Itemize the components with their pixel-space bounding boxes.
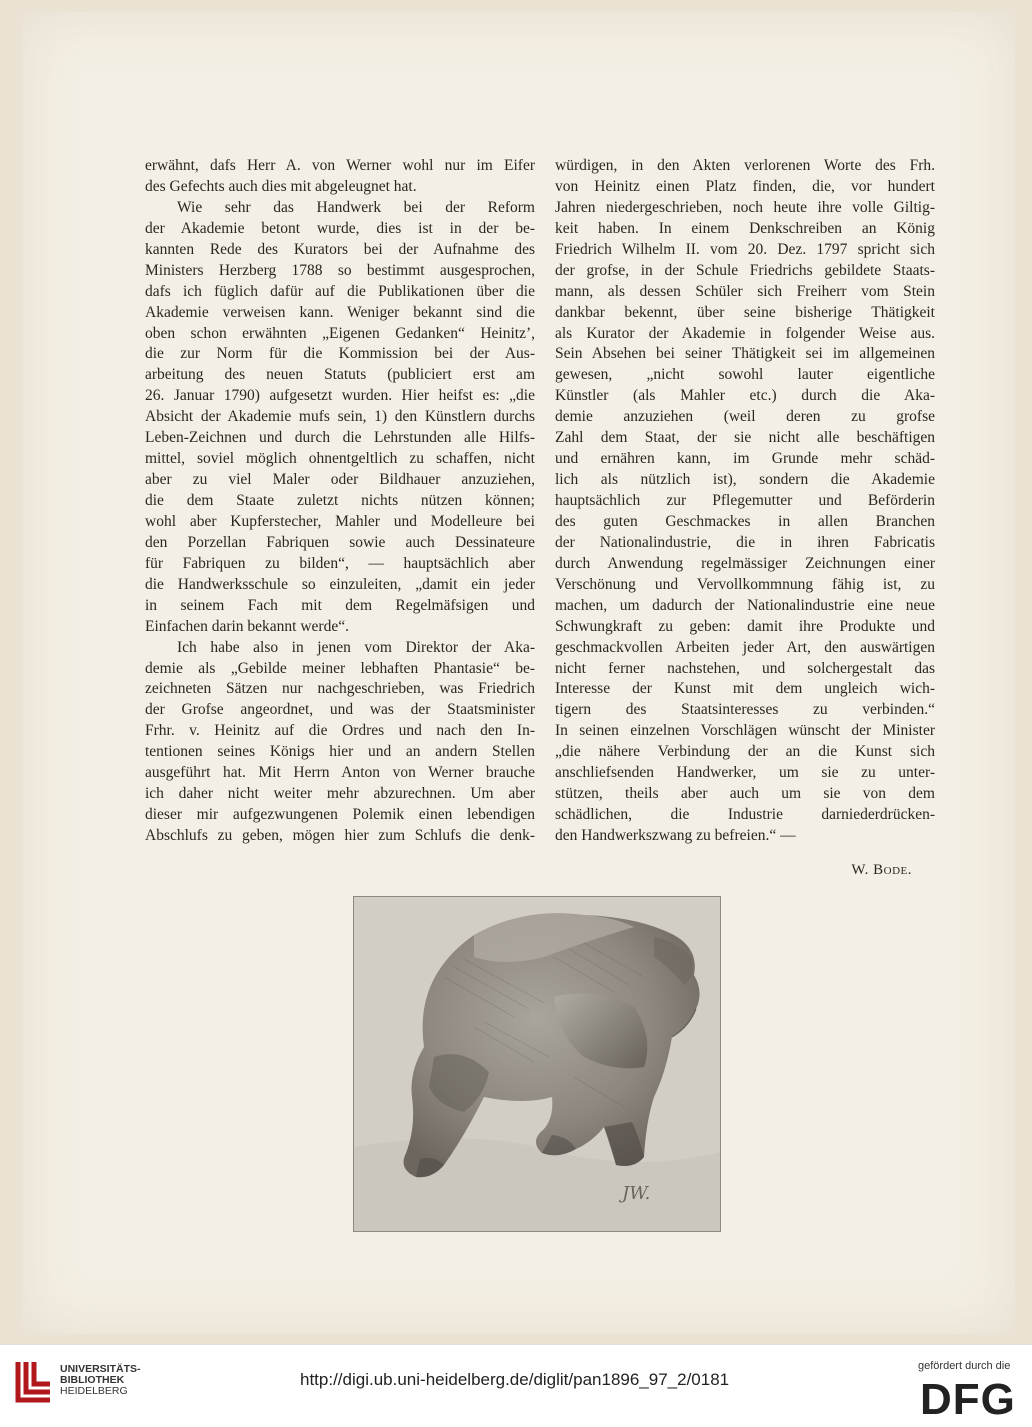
text-line: In seinen einzelnen Vorschlägen wünscht der Minister (555, 722, 935, 740)
text-line: Sein Absehen bei seiner Thätigkeit sei im allgemeinen (555, 345, 935, 363)
text-line: Abschlufs zu geben, mögen hier zum Schlufs die denk- (145, 827, 535, 844)
author-signature (760, 862, 912, 879)
text-line: demie anzuziehen (weil deren zu grofse (555, 408, 935, 426)
text-line: ich daher nicht weiter mehr abzurechnen. Um aber (145, 785, 535, 803)
text-line: geschmackvollen Arbeiten jeder Art, den auswärtigen (555, 638, 935, 656)
signature-text: W. Bode. (851, 862, 912, 878)
text-line: Verschönung und Vervollkommnung fähig ist, zu (555, 575, 935, 593)
text-line: die Handwerksschule so einzuleiten, „damit ein jeder (145, 575, 535, 593)
text-line: wohl aber Kupferstecher, Mahler und Modelleure bei (145, 512, 535, 530)
text-line: die dem Staate zuletzt nichts nützen können; (145, 492, 535, 509)
text-line: Ministers Herzberg 1788 so bestimmt ausgesprochen, (145, 261, 535, 279)
text-line: kannten Rede des Kurators bei der Aufnahme des (145, 240, 535, 258)
text-line: Friedrich Wilhelm II. vom 20. Dez. 1797 spricht sich (555, 240, 935, 258)
text-line: demie als „Gebilde meiner lebhaften Phantasie“ be- (145, 659, 535, 677)
text-line: dieser mir aufgezwungenen Polemik einen lebendigen (145, 806, 535, 824)
text-line: des Gefechts auch dies mit abgeleugnet hat. (145, 177, 417, 195)
text-line: lich als nützlich ist), sondern die Akademie (555, 471, 935, 489)
text-line: der grofse, in der Schule Friedrichs gebildete Staats- (555, 261, 935, 279)
text-line: der Nationalindustrie, die in ihren Fabricatis (555, 533, 935, 551)
text-line: stützen, theils aber auch um sie von dem (555, 785, 935, 803)
text-line: nicht ferner nachstehen, und solchergestalt das (555, 659, 935, 677)
text-line: mann, als dessen Schüler sich Freiherr vom Stein (555, 282, 935, 300)
text-line: dankbar bekennt, über seine bisherige Thätigkeit (555, 303, 935, 321)
text-line: für Fabriquen zu bilden“, — hauptsächlich aber (145, 554, 535, 572)
text-line: Wie sehr das Handwerk bei der Reform (177, 198, 535, 216)
text-line: Frhr. v. Heinitz auf die Ordres und nach den In- (145, 722, 535, 740)
text-line: in seinem Fach mit dem Regelmäfsigen und (145, 596, 535, 614)
text-line: den Porzellan Fabriquen sowie auch Dessinateure (145, 533, 535, 551)
text-line: aber zu viel Maler oder Bildhauer anzuziehen, (145, 471, 535, 489)
text-line: Ich habe also in jenen vom Direktor der Aka- (177, 638, 535, 656)
text-line: „die nähere Verbindung der an die Kunst sich (555, 743, 935, 761)
text-line: Künstler (als Mahler etc.) durch die Aka- (555, 387, 935, 405)
text-line: würdigen, in den Akten verlorenen Worte des Frh. (555, 157, 935, 174)
source-url-link[interactable]: http://digi.ub.uni-heidelberg.de/diglit/pan1896_97_2/0181 (300, 1370, 730, 1389)
text-line: Leben-Zeichnen und durch die Lehrstunden alle Hilfs- (145, 429, 535, 447)
text-line: Akademie verweisen kann. Weniger bekannt sind die (145, 303, 535, 321)
text-line: tigern des Staatsinteresses zu verbinden.“ (555, 701, 935, 719)
text-line: oben schon erwähnten „Eigenen Gedanken“ Heinitz’, (145, 324, 535, 342)
text-line: keit haben. In einem Denkschreiben an König (555, 219, 935, 237)
text-line: Absicht der Akademie mufs sein, 1) den Künstlern durchs (145, 408, 535, 426)
text-line: erwähnt, dafs Herr A. von Werner wohl nur im Eifer (145, 157, 535, 174)
university-library-name (60, 1364, 141, 1397)
text-line: die zur Norm für die Kommission bei der Aus- (145, 345, 535, 363)
text-line: des guten Geschmackes in allen Branchen (555, 512, 935, 530)
text-line: 26. Januar 1790) aufgesetzt wurden. Hier heifst es: „die (145, 387, 535, 405)
text-line: Interesse der Kunst mit dem ungleich wich- (555, 680, 935, 698)
text-line: zeichneten Sätzen nur nachgeschrieben, was Friedrich (145, 680, 535, 698)
bear-illustration (353, 896, 721, 1232)
text-line: Zahl dem Staat, der sie nicht alle beschäftigen (555, 429, 935, 447)
text-line: Schwungkraft zu geben: damit ihre Produkte und (555, 617, 935, 635)
artist-monogram: JW. (622, 1183, 651, 1204)
funding-caption: gefördert durch die (918, 1360, 1011, 1372)
text-line: der Grofse angeordnet, und was der Staatsminister (145, 701, 535, 719)
left-text-column (145, 156, 535, 847)
text-line: der Akademie betont wurde, dies ist in der be- (145, 219, 535, 237)
library-name-line1: UNIVERSITÄTS- (60, 1363, 141, 1375)
text-line: als Kurator der Akademie in folgender Weise aus. (555, 324, 935, 342)
text-line: ausgeführt hat. Mit Herrn Anton von Werner brauche (145, 764, 535, 782)
text-line: Einfachen darin bekannt werde“. (145, 617, 349, 635)
text-line: durch Anwendung regelmässiger Zeichnungen einer (555, 554, 935, 572)
text-line: anschliefsenden Handwerker, um sie zu unter- (555, 764, 935, 782)
text-line: machen, um dadurch der Nationalindustrie eine neue (555, 596, 935, 614)
library-name-line2: BIBLIOTHEK (60, 1374, 125, 1386)
text-line: Jahren niedergeschrieben, noch heute ihre volle Giltig- (555, 198, 935, 216)
text-line: mittel, soviel möglich ohnentgeltlich zu schaffen, nicht (145, 450, 535, 468)
text-line: tentionen seines Königs hier und an andern Stellen (145, 743, 535, 761)
university-library-logo-icon (14, 1358, 54, 1404)
dfg-logo: DFG (920, 1375, 1016, 1424)
text-line: von Heinitz einen Platz finden, die, vor hundert (555, 177, 935, 195)
text-line: arbeitung des neuen Statuts (publiciert erst am (145, 366, 535, 384)
text-line: dafs ich füglich dafür auf die Publikationen über die (145, 282, 535, 300)
text-line: gewesen, „nicht sowohl lauter eigentliche (555, 366, 935, 384)
text-line: und ernähren kann, im Grunde mehr schäd- (555, 450, 935, 468)
text-line: hauptsächlich zur Pflegemutter und Beförderin (555, 492, 935, 509)
right-text-column (555, 156, 935, 847)
text-line: schädlichen, die Industrie darniederdrücken- (555, 806, 935, 824)
library-name-line3: HEIDELBERG (60, 1385, 128, 1397)
bear-drawing (354, 897, 720, 1231)
text-line: den Handwerkszwang zu befreien.“ — (555, 827, 796, 844)
